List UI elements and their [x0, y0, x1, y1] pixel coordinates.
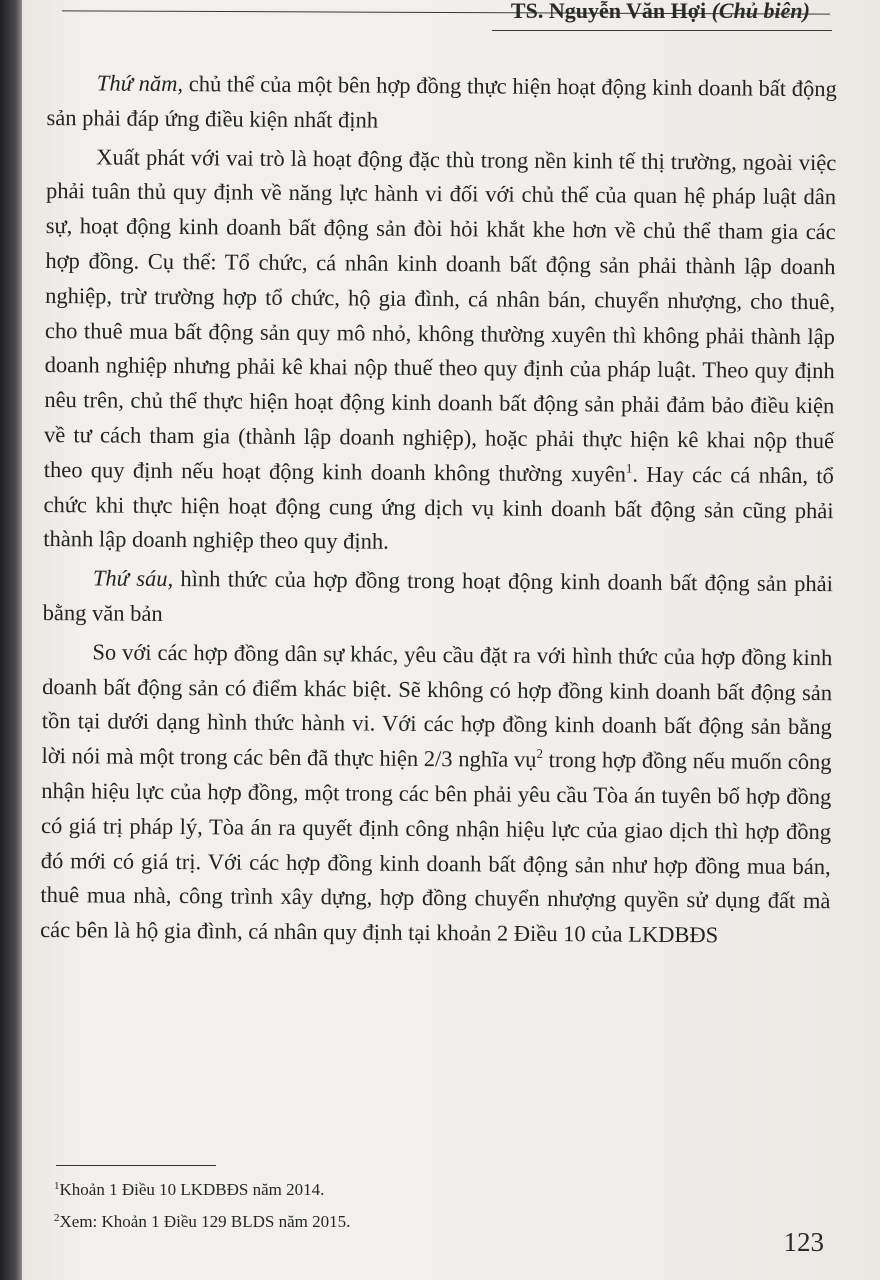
book-spine-shadow	[0, 0, 22, 1280]
paragraph-body	[40, 635, 832, 954]
footnote-item	[54, 1174, 754, 1206]
running-head	[511, 0, 810, 24]
paragraph-thu-nam	[46, 66, 837, 142]
paragraph-text: Xuất phát với vai trò là hoạt động đặc thù trong nền kinh tế thị trường, ngoài việc phải tuân thủ quy định về năng lực hành vi đối với chủ thể của quan hệ pháp luật dân sự, hoạt động kinh doanh bất động sản đòi hỏi khắt khe hơn về chủ thể tham gia các hợp đồng. Cụ thể: Tổ chức, cá nhân kinh doanh bất động sản phải thành lập doanh nghiệp, trừ trường hợp tổ chức, hộ gia đình, cá nhân bán, chuyển nhượng, cho thuê, cho thuê mua bất động sản quy mô nhỏ, không thường xuyên thì không phải thành lập doanh nghiệp nhưng phải kê khai nộp thuế theo quy định của pháp luật. Theo quy định nêu trên, chủ thể thực hiện hoạt động kinh doanh bất động sản phải đảm bảo điều kiện về tư cách tham gia (thành lập doanh nghiệp), hoặc phải thực hiện kê khai nộp thuế theo quy định nếu hoạt động kinh doanh không thường xuyên	[43, 143, 837, 487]
body-text	[40, 66, 837, 954]
running-head-author: TS. Nguyễn Văn Hợi	[510, 0, 707, 23]
footnote-mark: 2	[54, 1212, 60, 1224]
footnote-rule	[56, 1165, 216, 1166]
running-head-role: (Chủ biên)	[711, 0, 810, 23]
footnote-item	[54, 1206, 754, 1238]
paragraph-lead: Thứ năm,	[96, 70, 184, 97]
paragraph-body	[43, 140, 836, 564]
paragraph-text: chủ thể của một bên hợp đồng thực hiện hoạt động kinh doanh bất động sản phải đáp ứng điều kiện nhất định	[46, 71, 837, 133]
paragraph-text-cont: . Hay các cá nhân, tổ chức khi thực hiện hoạt động cung ứng dịch vụ kinh doanh bất động sản cũng phải thành lập doanh nghiệp theo quy định.	[43, 461, 834, 555]
footnote-ref: 1	[625, 460, 633, 476]
paragraph-lead: Thứ sáu,	[92, 565, 174, 592]
header-rule-bottom	[492, 30, 832, 31]
footnote-mark: 1	[54, 1180, 60, 1192]
footnote-text: Xem: Khoản 1 Điều 129 BLDS năm 2015.	[59, 1212, 351, 1231]
paragraph-text-cont: trong hợp đồng nếu muốn công nhận hiệu lực của hợp đồng, một trong các bên phải yêu cầu Tòa án tuyên bố hợp đồng có giá trị pháp lý, Tòa án ra quyết định công nhận hiệu lực của giao dịch thì hợp đồng đó mới có giá trị. Với các hợp đồng kinh doanh bất động sản như hợp đồng mua bán, thuê mua nhà, công trình xây dựng, hợp đồng chuyển nhượng quyền sử dụng đất mà các bên là hộ gia đình, cá nhân quy định tại khoản 2 Điều 10 của LKDBĐS	[40, 747, 832, 948]
page-number: 123	[783, 1227, 824, 1257]
paragraph-text: So với các hợp đồng dân sự khác, yêu cầu đặt ra với hình thức của hợp đồng kinh doanh bất động sản có điểm khác biệt. Sẽ không có hợp đồng kinh doanh bất động sản tồn tại dưới dạng hình thức hành vi. Với các hợp đồng kinh doanh bất động sản bằng lời nói mà một trong các bên đã thực hiện 2/3 nghĩa vụ	[41, 639, 833, 773]
paragraph-thu-sau	[43, 561, 834, 637]
book-page	[22, 0, 880, 1280]
footnote-text: Khoản 1 Điều 10 LKDBĐS năm 2014.	[59, 1180, 325, 1199]
paragraph-text: hình thức của hợp đồng trong hoạt động kinh doanh bất động sản phải bằng văn bản	[42, 566, 834, 626]
footnotes	[54, 1174, 754, 1238]
footnote-ref: 2	[536, 746, 544, 762]
